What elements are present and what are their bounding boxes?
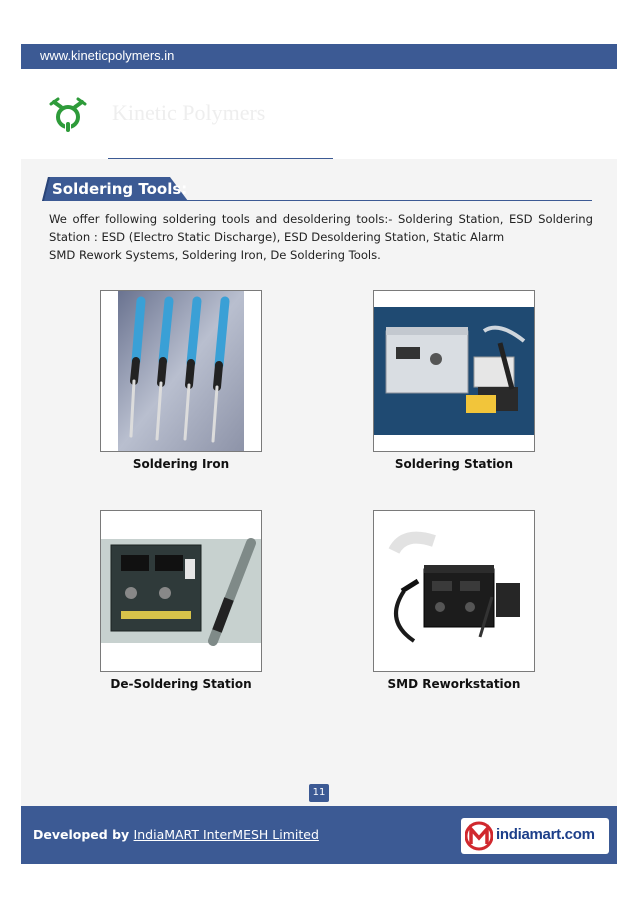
product-card-smd-reworkstation	[373, 510, 535, 672]
developed-by-text	[33, 827, 319, 842]
smd-reworkstation-image	[374, 511, 534, 671]
product-card-soldering-station	[373, 290, 535, 452]
caption-smd-reworkstation: SMD Reworkstation	[387, 677, 521, 691]
header-divider	[108, 158, 333, 159]
product-card-soldering-iron	[100, 290, 262, 452]
company-name: Kinetic Polymers	[112, 100, 266, 125]
footer-bar	[21, 806, 617, 864]
page-number: 11	[309, 784, 329, 802]
description-line-1: We offer following soldering tools and desoldering tools:- Soldering Station, ESD Soldering	[49, 212, 593, 226]
header	[21, 69, 617, 159]
indiamart-m-icon	[465, 821, 493, 851]
description-line-3: SMD Rework Systems, Soldering Iron, De Soldering Tools.	[49, 248, 381, 262]
soldering-station-image	[374, 291, 534, 451]
site-url[interactable]: www.kineticpolymers.in	[40, 48, 175, 63]
section-description	[49, 210, 593, 264]
indiamart-logo-text: indiamart.com	[496, 826, 595, 843]
soldering-iron-image	[101, 291, 261, 451]
page-background	[21, 44, 617, 864]
section-title: Soldering Tools:	[52, 180, 188, 198]
indiamart-logo[interactable]	[461, 818, 609, 854]
developer-link[interactable]: IndiaMART InterMESH Limited	[133, 827, 319, 842]
product-card-de-soldering-station	[100, 510, 262, 672]
top-bar	[21, 44, 617, 69]
caption-soldering-iron: Soldering Iron	[132, 457, 230, 471]
developed-by-label: Developed by	[33, 827, 130, 842]
section-title-tab	[42, 177, 188, 201]
caption-de-soldering-station: De-Soldering Station	[110, 677, 252, 691]
de-soldering-station-image	[101, 511, 261, 671]
caption-soldering-station: Soldering Station	[394, 457, 514, 471]
description-line-2: Station : ESD (Electro Static Discharge), ESD Desoldering Station, Static Alarm	[49, 230, 505, 244]
section-rule	[180, 200, 592, 201]
company-logo-icon	[48, 96, 88, 136]
